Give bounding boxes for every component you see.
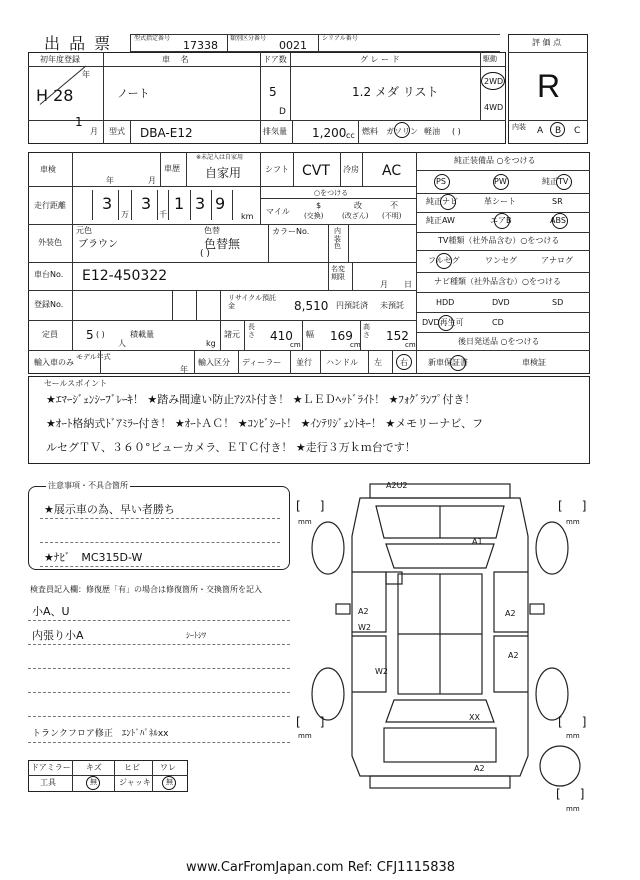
- opt-ps: PS: [436, 177, 446, 186]
- tool-value: 無: [90, 778, 97, 786]
- import-label: 輸入車のみ: [34, 358, 74, 367]
- mm-rl: mm: [298, 732, 312, 740]
- height-value: 152: [386, 329, 409, 343]
- navi-dvd-play: DVD再生可: [422, 318, 464, 327]
- meter-mile: マイル: [266, 207, 290, 216]
- interior-label: 内装: [512, 123, 526, 131]
- category-no: 0021: [279, 39, 307, 52]
- nc-month: 月: [380, 280, 388, 289]
- opt-sr: SR: [552, 197, 563, 206]
- recycle-unpaid: 未預託: [380, 301, 404, 310]
- door-type: D: [279, 107, 286, 117]
- handle-right: 右: [400, 358, 408, 367]
- car-name: ノート: [117, 87, 150, 100]
- doors-value: 5: [269, 85, 277, 99]
- tv-analog: アナログ: [541, 256, 573, 265]
- drive-2wd: 2WD: [484, 77, 504, 86]
- recycle-status: 円預託済: [336, 301, 368, 310]
- use-value: 自家用: [205, 166, 242, 180]
- km-unit: km: [241, 212, 254, 221]
- mileage-digit-4: 3: [195, 194, 206, 213]
- docs-warranty-circle: [450, 355, 466, 371]
- navi-label: ナビ種類（社外品含む）○をつける: [434, 277, 561, 286]
- drive-4wd: 4WD: [484, 103, 504, 112]
- fuel-other: ( ): [452, 127, 461, 136]
- fuel-label: 燃料: [362, 127, 378, 136]
- legend-doormirror: ドアミラー: [31, 763, 71, 772]
- sales-line-2: ★ｵｰﾄ格納式ﾄﾞｱﾐﾗｰ付き！ ★ｵｰﾄＡＣ！ ★ｺﾝﾋﾞｼｰﾄ！ ★ｲﾝﾃﾘｼﾞｪﾝﾄｷｰ！ ★メモリーナビ、フ: [46, 417, 484, 430]
- mark-w2-left: W2: [358, 623, 371, 632]
- ac-value: AC: [382, 163, 402, 179]
- bracket-rl: [ ]: [296, 715, 325, 729]
- meter-exchange: (交換): [304, 212, 324, 220]
- mm-fl: mm: [298, 518, 312, 526]
- mileage-sen: 千: [159, 210, 167, 219]
- mm-spare: mm: [566, 805, 580, 813]
- model-value: DBA-E12: [140, 126, 193, 140]
- sales-label: セールスポイント: [44, 379, 108, 388]
- paint-paren: ( ): [200, 249, 210, 259]
- jack-label: ジャッキ: [119, 778, 151, 787]
- jack-circle: [162, 776, 176, 790]
- nc-day: 日: [404, 280, 412, 289]
- tv-one: ワンセグ: [485, 256, 517, 265]
- first-reg-year: H 28: [36, 86, 74, 105]
- navi-cd: CD: [492, 318, 504, 327]
- opt-navi: 純正ナビ: [426, 197, 458, 206]
- opt-airbag: エアB: [490, 216, 512, 225]
- opt-tv-circle: [556, 174, 572, 190]
- factory-opt-label: 純正装備品 ○をつける: [454, 156, 536, 165]
- meter-unknown: (不明): [382, 212, 402, 220]
- legend-scratch: キズ: [86, 763, 102, 772]
- tv-full-circle: [436, 253, 452, 269]
- inspector-line-1: 小A、U: [32, 605, 70, 618]
- shaken-year: 年: [106, 176, 114, 185]
- width-unit: cm: [350, 341, 361, 349]
- navi-dvd-circle: [438, 315, 454, 331]
- sales-line-1: ★ｴﾏｰｼﾞｪﾝｼｰﾌﾞﾚｰｷ！ ★踏み間違い防止ｱｼｽﾄ付き！ ★ＬＥＤﾍｯﾄﾞﾗｲﾄ！ ★ﾌｫｸﾞﾗﾝﾌﾟ付き！: [46, 393, 476, 406]
- inspector-seat: ｼｰﾄｼﾜ: [186, 631, 206, 640]
- mm-rr: mm: [566, 732, 580, 740]
- opt-abs-circle: [552, 213, 568, 229]
- load-label: 積載量: [130, 330, 154, 339]
- mark-a2-bottom: A2: [474, 764, 485, 773]
- model-year-label: モデル年式: [76, 353, 111, 361]
- drive-circle: [481, 72, 505, 90]
- chassis-label: 車台No.: [34, 270, 64, 279]
- paint-label: 色替: [204, 226, 220, 235]
- orig-color-label: 元色: [76, 226, 92, 235]
- tool-circle: [86, 776, 100, 790]
- navi-dvd: DVD: [492, 298, 510, 307]
- first-reg-month: 1: [75, 115, 83, 129]
- sales-line-3: ルセグＴＶ、３６０°ビューカメラ、ＥＴＣ付き！ ★走行３万ｋｍ台です！: [46, 441, 416, 454]
- ac-label: 冷房: [343, 165, 359, 174]
- opt-pw: PW: [494, 177, 507, 186]
- form-title: 出 品 票: [44, 34, 113, 53]
- recycle-label: リサイクル預託金: [228, 294, 277, 311]
- model-designation-label: 型式指定番号: [134, 35, 171, 42]
- chassis-no: E12-450322: [82, 268, 168, 284]
- capacity-value: 5: [86, 328, 94, 342]
- month-unit: 月: [90, 127, 98, 136]
- opt-abs: ABS: [550, 216, 566, 225]
- dim-label: 諸元: [224, 330, 240, 339]
- shift-value: CVT: [302, 163, 330, 179]
- category-label: 類別区分番号: [230, 35, 267, 42]
- legend-crack: ヒビ: [124, 763, 140, 772]
- load-unit: kg: [206, 339, 216, 348]
- mileage-digit-1: 3: [102, 194, 113, 213]
- rating-label: 評 価 点: [532, 38, 562, 47]
- mileage-digit-2: 3: [141, 194, 152, 213]
- color-no-label: カラーNo.: [272, 227, 310, 236]
- fuel-diesel: 軽油: [424, 127, 440, 136]
- opt-ps-circle: [434, 174, 450, 190]
- docs-warranty: 新車保証書: [428, 358, 468, 367]
- mileage-label: 走行距離: [34, 201, 66, 210]
- mark-w2-rear: W2: [375, 667, 388, 676]
- length-label: 長さ: [248, 323, 255, 339]
- opt-leather: 革シート: [484, 197, 516, 206]
- notes-line-3: ★ﾅﾋﾞ MC315D-W: [44, 551, 143, 564]
- fuel-circle: [394, 122, 410, 138]
- capacity-unit: 人: [118, 339, 126, 348]
- use-note: ※未記入は自家用: [196, 154, 244, 161]
- opt-pw-circle: [493, 174, 509, 190]
- serial-label: シリアル番号: [322, 35, 358, 42]
- docs-label: 後日発送品 ○をつける: [458, 337, 540, 346]
- int-color-label: 内装色: [334, 227, 341, 251]
- tv-label: TV種類（社外品含む）○をつける: [438, 236, 560, 245]
- interior-circle: [550, 122, 565, 137]
- bracket-fr: [ ]: [558, 499, 587, 513]
- meter-tampered-sym: 改: [354, 201, 362, 210]
- meter-unknown-sym: 不: [390, 201, 398, 210]
- opt-airbag-circle: [494, 213, 510, 229]
- car-diagram: [290, 476, 590, 816]
- recycle-value: 8,510: [294, 299, 329, 313]
- mileage-digit-5: 9: [215, 194, 226, 213]
- parallel: 並行: [296, 358, 312, 367]
- legend-break: ワレ: [160, 763, 176, 772]
- interior-grade-c: C: [574, 126, 581, 136]
- year-unit: 年: [82, 70, 90, 79]
- mark-a2-right-low: A2: [508, 651, 519, 660]
- height-unit: cm: [405, 341, 416, 349]
- model-designation-no: 17338: [183, 39, 218, 52]
- interior-grade-b: B: [555, 126, 562, 136]
- orig-color: ブラウン: [78, 239, 118, 250]
- paint-value: 色替無: [204, 237, 241, 251]
- interior-grade-a: A: [537, 126, 544, 136]
- bracket-spare: [ ]: [556, 787, 585, 801]
- use-label: 車歴: [164, 164, 180, 173]
- meter-exchange-sym: $: [316, 201, 322, 210]
- first-reg-label: 初年度登録: [40, 55, 80, 64]
- model-label: 型式: [109, 127, 125, 136]
- inspector-label: 検査員記入欄：修復歴「有」の場合は修復箇所・交換箇所を記入: [30, 585, 262, 594]
- inspector-line-5: トランクフロア修正 ｴﾝﾄﾞﾊﾟﾈﾙxx: [32, 729, 169, 739]
- handle-left: 左: [374, 358, 382, 367]
- doors-label: ドア数: [263, 55, 287, 64]
- grade-value: 1.2 メダ リスト: [352, 85, 439, 99]
- dealer: ディーラー: [242, 358, 282, 367]
- width-label: 幅: [306, 330, 314, 339]
- capacity-label: 定員: [42, 330, 58, 339]
- grade-label: グ レ ー ド: [360, 55, 400, 64]
- mm-fr: mm: [566, 518, 580, 526]
- shaken-label: 車検: [40, 165, 56, 174]
- meter-tampered: (改ざん): [342, 212, 369, 220]
- height-label: 高さ: [363, 323, 370, 339]
- length-value: 410: [270, 329, 293, 343]
- mark-xx: XX: [469, 713, 480, 722]
- tv-full: フルセグ: [428, 256, 460, 265]
- meter-note: ○をつける: [314, 189, 349, 197]
- reg-label: 登録No.: [34, 300, 64, 309]
- displacement-label: 排気量: [263, 127, 287, 136]
- mileage-digit-3: 1: [174, 194, 185, 213]
- mark-a2-right: A2: [505, 609, 516, 618]
- shaken-month: 月: [148, 176, 156, 185]
- bracket-fl: [ ]: [296, 499, 325, 513]
- cc-unit: cc: [346, 131, 355, 140]
- inspector-line-2: 内張り小A: [32, 629, 84, 642]
- car-name-label: 車 名: [162, 55, 193, 64]
- mark-a2-left: A2: [358, 607, 369, 616]
- capacity-paren: ( ): [96, 330, 105, 339]
- displacement-value: 1,200: [312, 126, 347, 140]
- width-value: 169: [330, 329, 353, 343]
- model-year-unit: 年: [180, 365, 188, 374]
- import-type-label: 輸入区分: [198, 358, 230, 367]
- navi-sd: SD: [552, 298, 564, 307]
- fuel-gasoline: ガソリン: [386, 127, 418, 136]
- jack-value: 無: [166, 778, 173, 786]
- color-label: 外装色: [38, 238, 62, 247]
- handle-circle: [396, 354, 412, 370]
- opt-navi-circle: [440, 194, 456, 210]
- drive-label: 駆動: [483, 55, 497, 63]
- notes-line-1: ★展示車の為、早い者勝ち: [44, 503, 175, 516]
- length-unit: cm: [290, 341, 301, 349]
- docs-shaken: 車検証: [522, 358, 546, 367]
- rating-value: R: [537, 68, 561, 104]
- mark-top: A2U2: [386, 481, 408, 490]
- navi-hdd: HDD: [436, 298, 455, 307]
- shift-label: シフト: [265, 165, 289, 174]
- mileage-man: 万: [121, 210, 129, 219]
- opt-aw: 純正AW: [426, 216, 455, 225]
- opt-tv: 純正TV: [542, 177, 569, 186]
- name-change-label: 名変期限: [331, 265, 345, 281]
- bracket-rr: [ ]: [558, 715, 587, 729]
- mark-a1: A1: [472, 537, 483, 546]
- footer-text: www.CarFromJapan.com Ref: CFJ1115838: [186, 860, 456, 875]
- handle-label: ハンドル: [326, 358, 358, 367]
- tool-label: 工具: [40, 778, 56, 787]
- notes-label: 注意事項・不具合箇所: [48, 481, 128, 490]
